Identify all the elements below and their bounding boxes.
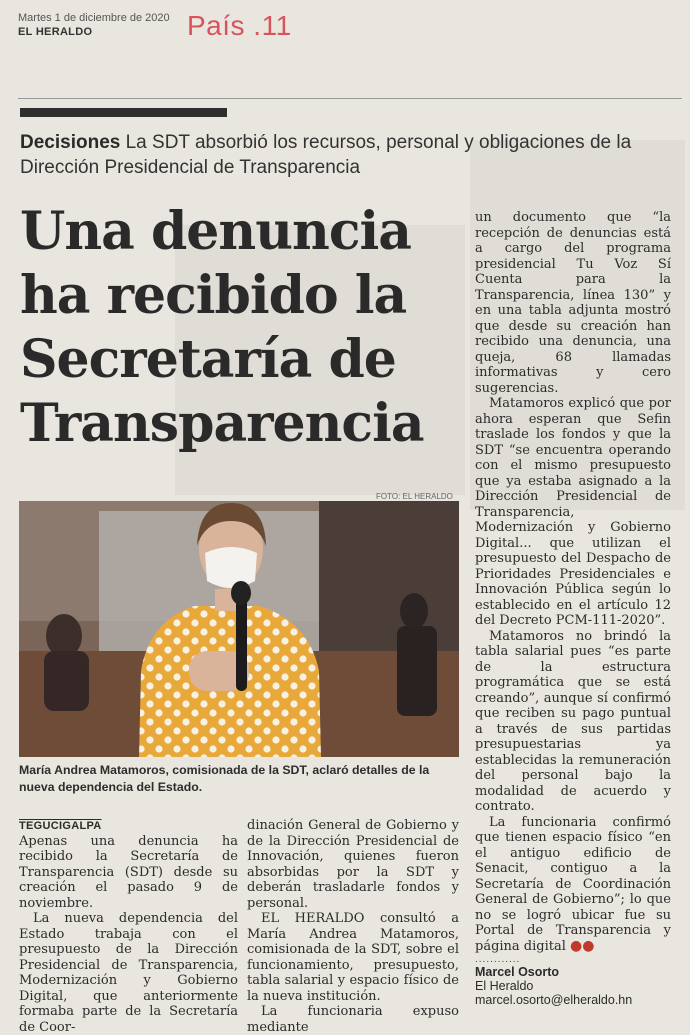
article-column-2 (247, 818, 459, 1035)
section-page-label: País .11 (187, 10, 292, 41)
dateline: TEGUCIGALPA (19, 820, 102, 832)
deck-subtitle (20, 130, 660, 180)
paragraph: La nueva dependencia del Estado trabaja con el presupuesto de la Dirección Presidencial de Transparencia, Modernización y Gobierno Digital, que anteriormente formaba parte de la Secretaría de Coor- (19, 911, 238, 1035)
article-photo (19, 501, 459, 757)
article-column-1 (19, 818, 238, 1035)
end-mark-icon: ●● (570, 937, 595, 954)
issue-date: Martes 1 de diciembre de 2020 (18, 12, 170, 24)
paragraph: un documento que “la recepción de denuncias está a cargo del programa presidencial Tu Voz Sí Cuenta para la Transparencia, línea 130” y en una tabla adjunta mostró que desde su creación han recibido una denuncia, una queja, 68 llamadas informativas y cero sugerencias. (475, 210, 671, 396)
deck-text: La SDT absorbió los recursos, personal y obligaciones de la Dirección Presidencial de Transparencia (20, 132, 632, 178)
header-divider (18, 98, 682, 99)
deck-label: Decisiones (20, 132, 121, 153)
photo-credit: FOTO: EL HERALDO (376, 492, 453, 501)
signature-separator: ............ (475, 954, 521, 965)
paragraph: EL HERALDO consultó a María Andrea Matamoros, comisionada de la SDT, sobre el funcionamiento, presupuesto, tabla salarial y espacio físico de la nueva institución. (247, 911, 459, 1004)
paragraph: La funcionaria expuso mediante (247, 1004, 459, 1035)
paragraph: Apenas una denuncia ha recibido la Secretaría de Transparencia (SDT) desde su creación el pasado 9 de noviembre. (19, 833, 238, 911)
paragraph-text: La funcionaria confirmó que tienen espacio físico “en el antiguo edificio de Senacit, contiguo a la Secretaría de Coordinación General de Gobierno”; lo que no se logró ubicar fue su Portal de Transparencia y página digital (475, 814, 671, 954)
article-column-3 (475, 210, 671, 1007)
author-email: marcel.osorto@elheraldo.hn (475, 993, 633, 1007)
newspaper-name: EL HERALDO (18, 26, 93, 38)
paragraph: Matamoros no brindó la tabla salarial pues “es parte de la estructura programática que se está creando”, aunque sí confirmó que reciben su pago puntual a través de sus partidas presupuestarias ya establecidas la remuneración del personal bajo la modalidad de acuerdo y contrato. (475, 628, 671, 814)
author-name: Marcel Osorto (475, 965, 560, 979)
author-outlet: El Heraldo (475, 979, 534, 993)
paragraph (475, 815, 671, 955)
paragraph: dinación General de Gobierno y de la Dirección Presidencial de Innovación, quienes fueron absorbidas por la SDT y deberán trasladarle fondos y personal. (247, 818, 459, 911)
photo-caption: María Andrea Matamoros, comisionada de la SDT, aclaró detalles de la nueva dependencia del Estado. (19, 763, 430, 794)
section-rule (20, 108, 227, 117)
headline: Una denuncia ha recibido la Secretaría de Transparencia (20, 201, 424, 454)
paragraph: Matamoros explicó que por ahora esperan que Sefin traslade los fondos y que la SDT “se encuentra operando con el mismo presupuesto que ya estaba asignado a la Dirección Presidencial de Transparencia, Modernización y Gobierno Digital... que utilizan el presupuesto del Despacho de Prioridades Presidenciales e Innovación Pública según lo establecido en el artículo 12 del Decreto PCM-111-2020”. (475, 396, 671, 628)
